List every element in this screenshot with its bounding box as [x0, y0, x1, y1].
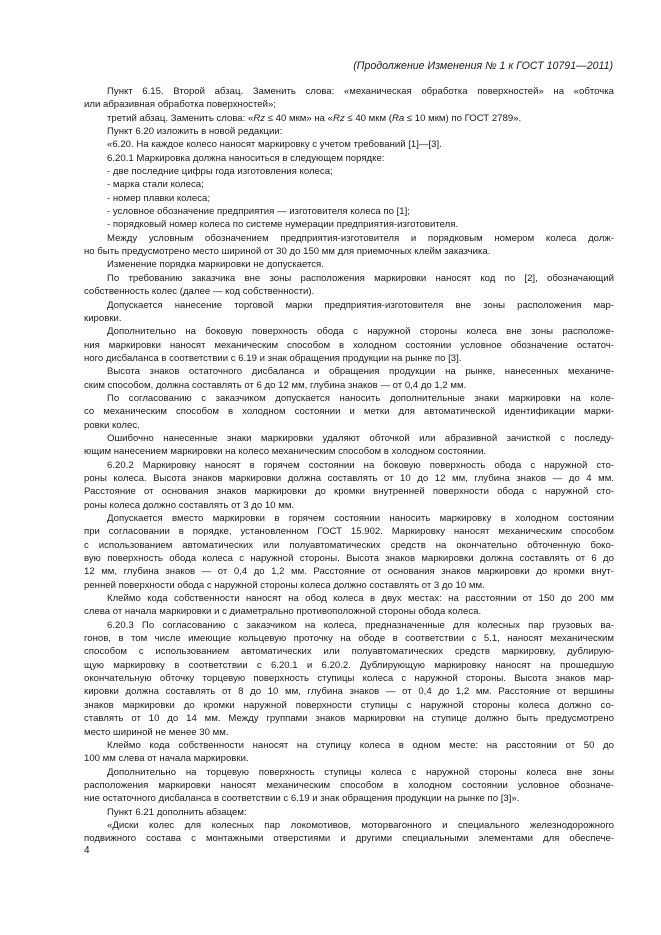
text-line: ровки колес. [84, 419, 140, 431]
text-line: роны колеса должно составлять от 3 до 10 мм. [84, 499, 295, 511]
text-line: Дополнительно на торцевую поверхность ступицы колеса с наружной стороны колеса вне зоны [107, 766, 614, 778]
text-line: кировки должна составлять от 8 до 10 мм, глубина знаков — от 0,4 до 1,2 мм. Расстояние от вершины [84, 686, 614, 698]
text-line: - две последние цифры года изготовления колеса; [107, 166, 333, 178]
text-line: Клеймо кода собственности наносят на ступицу колеса в одном месте: на расстоянии от 50 до [107, 739, 614, 751]
text-line: Клеймо кода собственности наносят на обод колеса в двух местах: на расстоянии от 150 до 200 мм [107, 593, 614, 605]
text-line: но быть предусмотрено место шириной от 30 до 150 мм для приемочных клейм заказчика. [84, 246, 491, 258]
text-line: Ошибочно нанесенные знаки маркировки удаляют обточкой или абразивной зачисткой с последу- [107, 432, 614, 444]
text-line: Между условным обозначением предприятия-изготовителя и порядковым номером колеса долж- [107, 232, 614, 244]
text-line: Допускается нанесение торговой марки предприятия-изготовителя вне зоны расположения мар- [107, 299, 614, 311]
text-line: Пункт 6.20 изложить в новой редакции: [107, 126, 283, 138]
text-line: при согласовании в порядке, установленном ГОСТ 15.902. Маркировку наносят механическим способом [84, 526, 614, 538]
text-line: знаков маркировки до кромки наружной поверхности ступицы с наружной стороны колеса должно со- [84, 699, 614, 711]
text-line: роны колеса. Высота знаков маркировки должна составлять от 10 до 12 мм, глубина знаков — до 4 мм. [84, 472, 614, 484]
text-line: ного дисбаланса в соответствии с 6.19 и знак обращения продукции на рынке по [3]. [84, 352, 462, 364]
text-line: собственность колес (далее — код собственности). [84, 286, 315, 298]
text-line: - условное обозначение предприятия — изготовителя колеса по [1]; [107, 206, 410, 218]
text-line: Расстояние от основания знаков маркировки до кромки внутренней поверхности обода с наружной сто- [84, 486, 614, 498]
text-line: гонов, в том числе имеющие кольцевую проточку на ободе в соответствии с 5.1, наносят механическим [84, 633, 614, 645]
text-line: Дополнительно на боковую поверхность обода с наружной стороны колеса вне зоны расположе- [107, 326, 614, 338]
text-line: ющим нанесением маркировки на колесо механическим способом в холодном состоянии. [84, 446, 487, 458]
text-line: Изменение порядка маркировки не допускается. [107, 259, 324, 271]
text-line: способом с использованием автоматических или полуавтоматических средств маркировку, дублирую- [84, 646, 614, 658]
text-line: кировки. [84, 312, 122, 324]
text-line: ние остаточного дисбаланса в соответствии с 6.19 и знак обращения продукции на рынке по [3]». [84, 793, 520, 805]
text-line: По требованию заказчика вне зоны расположения маркировки наносят код по [2], обозначающий [107, 272, 614, 284]
text-line: третий абзац. Заменить слова: «Rz ≤ 40 мкм» на «Rz ≤ 40 мкм (Ra ≤ 10 мкм) по ГОСТ 2789». [107, 112, 522, 124]
text-line: ренней поверхности обода с наружной стороны колеса должно составлять от 3 до 10 мм. [84, 579, 485, 591]
text-line: 100 мм слева от начала маркировки. [84, 753, 249, 765]
text-line: ским способом, должна составлять от 6 до 12 мм, глубина знаков — от 0,4 до 1,2 мм. [84, 379, 467, 391]
text-line: окончательную обточку торцевую поверхность ступицы колеса с наружной стороны. Высота знаков мар- [84, 673, 614, 685]
text-line: 6.20.1 Маркировка должна наноситься в следующем порядке: [107, 152, 385, 164]
text-line: ставлять от 10 до 14 мм. Между группами знаков маркировки на ступице должно быть предусмотрено [84, 713, 614, 725]
text-line: Пункт 6.21 дополнить абзацем: [107, 806, 247, 818]
text-line: щую маркировку в соответствии с 6.20.1 и 6.20.2. Дублирующую маркировку наносят на прошедшую [84, 659, 614, 671]
text-line: - номер плавки колеса; [107, 192, 211, 204]
text-line: Высота знаков остаточного дисбаланса и обращения продукции на рынке, нанесенных механиче- [107, 366, 614, 378]
text-line: или абразивная обработка поверхностей»; [84, 99, 276, 111]
page-number: 4 [84, 845, 90, 856]
text-line: Пункт 6.15. Второй абзац. Заменить слова: «механическая обработка поверхностей» на «обточка [107, 86, 614, 97]
text-line: - марка стали колеса; [107, 179, 204, 191]
text-line: «Диски колес для колесных пар локомотивов, моторвагонного и специального железнодорожного [107, 819, 614, 831]
text-line: ния маркировки наносят механическим способом в холодном состоянии условное обозначение остаточ- [84, 339, 614, 351]
page-header: (Продолжение Изменения № 1 к ГОСТ 10791—2011) [353, 60, 613, 72]
text-line: 12 мм, глубина знаков — от 0,4 до 1,2 мм. Расстояние от основания знаков маркировки до кромки внут- [84, 566, 614, 578]
document-body [84, 85, 614, 846]
text-line: Допускается вместо маркировки в горячем состоянии наносить маркировку в холодном состоянии [107, 513, 614, 524]
text-line: со механическим способом в холодном состоянии и метки для автоматической идентификации марки- [84, 406, 614, 418]
text-line: «6.20. На каждое колесо наносят маркировку с учетом требований [1]—[3]. [107, 139, 442, 151]
text-line: подвижного состава с монтажными отверстиями и другими специальными элементами для обеспече- [84, 833, 614, 845]
text-line: вую поверхность обода колеса с наружной стороны. Высота знаков маркировки должна составлять от 6 до [84, 553, 614, 565]
text-line: место шириной не менее 30 мм. [84, 726, 229, 738]
text-line: расположения маркировки наносят механическим способом в холодном состоянии условное обозначе- [84, 779, 614, 791]
text-line: 6.20.2 Маркировку наносят в горячем состоянии на боковую поверхность обода с наружной сто- [107, 459, 614, 471]
text-line: - порядковый номер колеса по системе нумерации предприятия-изготовителя. [107, 219, 459, 231]
text-line: слева от начала маркировки и с диаметрально противоположной стороны обода колеса. [84, 606, 482, 618]
text-line: По согласованию с заказчиком допускается наносить дополнительные знаки маркировки на коле- [107, 392, 614, 404]
text-line: с использованием автоматических или полуавтоматических средств на окончательно обточенную боко- [84, 539, 614, 551]
text-line: 6.20.3 По согласованию с заказчиком на колеса, предназначенные для колесных пар грузовых ва- [107, 619, 614, 631]
